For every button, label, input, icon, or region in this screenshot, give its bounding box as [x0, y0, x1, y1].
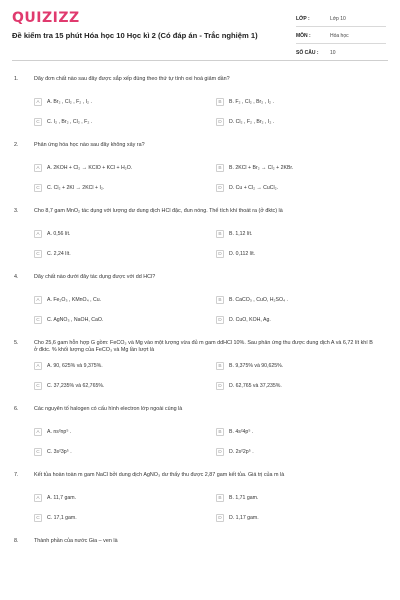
document-title: Đề kiểm tra 15 phút Hóa học 10 Học kì 2 (Có đáp án - Trắc nghiệm 1) — [12, 31, 258, 40]
option-text: D. Cl₂ , F₂ , Br₂ , I₂ . — [229, 119, 275, 125]
option-letter-box: C — [34, 382, 42, 390]
answer-option[interactable] — [34, 116, 216, 128]
option-text: D. 1,17 gam. — [229, 515, 259, 521]
option-letter-box: A — [34, 428, 42, 436]
answer-option[interactable] — [216, 446, 398, 458]
answer-option[interactable] — [216, 162, 398, 174]
option-text: B. CaCO₃ , CuO, H₂SO₄ . — [229, 297, 288, 303]
option-letter-box: D — [216, 184, 224, 192]
question — [0, 274, 400, 326]
option-letter-box: C — [34, 118, 42, 126]
option-text: A. 2KOH + Cl₂ → KClO + KCl + H₂O. — [47, 165, 133, 171]
option-text: D. 0,112 lít. — [229, 251, 256, 257]
option-text: B. 4s²4p⁵ . — [229, 429, 254, 435]
meta-label: LỚP : — [296, 16, 310, 22]
answer-option[interactable] — [34, 314, 216, 326]
option-text: C. AgNO₃ , NaOH, CaO. — [47, 317, 104, 323]
question — [0, 142, 400, 194]
question — [0, 538, 400, 552]
answer-option[interactable] — [34, 360, 216, 372]
question-number: 4. — [14, 274, 19, 280]
option-letter-box: B — [216, 296, 224, 304]
meta-table — [296, 12, 386, 63]
option-text: A. ns²np⁵ . — [47, 429, 72, 435]
question-text: Phản ứng hóa học nào sau đây không xảy ra? — [34, 142, 145, 148]
answer-option[interactable] — [34, 380, 216, 392]
option-text: C. 3s²3p⁵ . — [47, 449, 72, 455]
answer-option[interactable] — [216, 96, 398, 108]
meta-row-count — [296, 46, 386, 61]
answer-option[interactable] — [34, 228, 216, 240]
question-number: 3. — [14, 208, 19, 214]
option-letter-box: C — [34, 514, 42, 522]
meta-value: Hóa học — [330, 33, 349, 39]
question — [0, 208, 400, 260]
question-text: Kết tủa hoàn toàn m gam NaCl bởi dung dịch AgNO₃ dư thấy thu được 2,87 gam kết tủa. Giá trị của m là — [34, 472, 285, 478]
quizizz-logo: QUIZIZZ — [12, 10, 80, 26]
answer-option[interactable] — [216, 116, 398, 128]
option-text: A. 0,56 lít. — [47, 231, 71, 237]
option-text: A. 11,7 gam. — [47, 495, 77, 501]
option-text: A. 90, 625% và 9,375%. — [47, 363, 103, 369]
question-number: 6. — [14, 406, 19, 412]
option-letter-box: C — [34, 316, 42, 324]
question-text: Dãy chất nào dưới đây tác dụng được với dd HCl? — [34, 274, 156, 280]
answer-option[interactable] — [216, 492, 398, 504]
answer-option[interactable] — [34, 182, 216, 194]
question-text: Cho 8,7 gam MnO₂ tác dụng với lượng dư dung dịch HCl đặc, đun nóng. Thể tích khí thoát ra (ở đktc) là — [34, 208, 283, 214]
answer-option[interactable] — [34, 492, 216, 504]
question-text: Các nguyên tố halogen có cấu hình electron lớp ngoài cùng là — [34, 406, 183, 412]
question — [0, 340, 400, 392]
option-letter-box: A — [34, 296, 42, 304]
option-letter-box: D — [216, 514, 224, 522]
meta-value: 10 — [330, 50, 336, 56]
answer-option[interactable] — [34, 294, 216, 306]
option-letter-box: A — [34, 230, 42, 238]
answer-option[interactable] — [216, 228, 398, 240]
answer-option[interactable] — [34, 446, 216, 458]
question-number: 8. — [14, 538, 19, 544]
header — [0, 0, 400, 54]
question — [0, 406, 400, 458]
answer-option[interactable] — [216, 360, 398, 372]
option-text: A. Fe₂O₃ , KMnO₄ , Cu. — [47, 297, 102, 303]
meta-row-class — [296, 12, 386, 27]
option-letter-box: B — [216, 428, 224, 436]
question-number: 2. — [14, 142, 19, 148]
option-letter-box: C — [34, 250, 42, 258]
option-text: B. 9,375% và 90,625%. — [229, 363, 284, 369]
option-text: C. 2,24 lít. — [47, 251, 71, 257]
answer-option[interactable] — [216, 426, 398, 438]
option-text: C. 37,235% và 62,765%. — [47, 383, 105, 389]
meta-row-subject — [296, 29, 386, 44]
option-letter-box: B — [216, 494, 224, 502]
option-letter-box: A — [34, 98, 42, 106]
option-letter-box: B — [216, 230, 224, 238]
answer-options — [34, 96, 376, 128]
answer-options — [34, 228, 376, 260]
option-letter-box: A — [34, 494, 42, 502]
answer-option[interactable] — [34, 512, 216, 524]
answer-option[interactable] — [216, 380, 398, 392]
option-text: C. 17,1 gam. — [47, 515, 77, 521]
question — [0, 76, 400, 128]
option-letter-box: D — [216, 448, 224, 456]
answer-option[interactable] — [216, 294, 398, 306]
answer-options — [34, 426, 376, 458]
answer-options — [34, 294, 376, 326]
option-letter-box: D — [216, 382, 224, 390]
option-letter-box: A — [34, 362, 42, 370]
question-list — [0, 76, 400, 566]
meta-label: SỐ CÂU : — [296, 50, 319, 56]
option-text: D. Cu + Cl₂ → CuCl₂. — [229, 185, 279, 191]
option-text: C. Cl₂ + 2KI → 2KCl + I₂. — [47, 185, 105, 191]
option-letter-box: A — [34, 164, 42, 172]
option-text: B. 1,12 lít. — [229, 231, 253, 237]
question-text: Dãy đơn chất nào sau đây được sắp xếp đúng theo thứ tự tính oxi hoá giảm dần? — [34, 76, 230, 82]
answer-option[interactable] — [34, 248, 216, 260]
meta-label: MÔN : — [296, 33, 311, 39]
answer-option[interactable] — [216, 314, 398, 326]
option-text: B. F₂ , Cl₂ , Br₂ , I₂ . — [229, 99, 274, 105]
answer-option[interactable] — [216, 182, 398, 194]
question — [0, 472, 400, 524]
answer-options — [34, 162, 376, 194]
option-letter-box: B — [216, 164, 224, 172]
meta-value: Lớp 10 — [330, 16, 346, 22]
option-text: D. 62,765 và 37,235%. — [229, 383, 282, 389]
option-letter-box: D — [216, 250, 224, 258]
answer-option[interactable] — [216, 248, 398, 260]
option-text: C. I₂ , Br₂ , Cl₂ , F₂ . — [47, 119, 93, 125]
option-text: A. Br₂ , Cl₂ , F₂ , I₂ . — [47, 99, 92, 105]
answer-option[interactable] — [216, 512, 398, 524]
option-letter-box: D — [216, 118, 224, 126]
answer-option[interactable] — [34, 96, 216, 108]
header-divider — [12, 60, 388, 61]
answer-option[interactable] — [34, 426, 216, 438]
question-text: Thành phần của nước Gia – ven là — [34, 538, 118, 544]
answer-option[interactable] — [34, 162, 216, 174]
question-number: 1. — [14, 76, 19, 82]
option-letter-box: C — [34, 184, 42, 192]
question-number: 7. — [14, 472, 19, 478]
option-text: D. CuO, KOH, Ag. — [229, 317, 271, 323]
option-text: B. 1,71 gam. — [229, 495, 259, 501]
question-number: 5. — [14, 340, 19, 346]
answer-options — [34, 360, 376, 392]
option-letter-box: B — [216, 98, 224, 106]
option-text: D. 2s²2p⁵ . — [229, 449, 254, 455]
option-letter-box: B — [216, 362, 224, 370]
option-letter-box: C — [34, 448, 42, 456]
option-letter-box: D — [216, 316, 224, 324]
answer-options — [34, 492, 376, 524]
question-text: Cho 25,6 gam hỗn hợp G gồm: FeCO₃ và Mg vào một lượng vừa đủ m gam ddHCl 10%. Sau phản ứng thu được dung dịch A và 6,72 lít khí B ở đktc. % khối lượng của FeCO₃ và Mg lần lượt là — [34, 340, 373, 353]
option-text: B. 2KCl + Br₂ → Cl₂ + 2KBr. — [229, 165, 294, 171]
